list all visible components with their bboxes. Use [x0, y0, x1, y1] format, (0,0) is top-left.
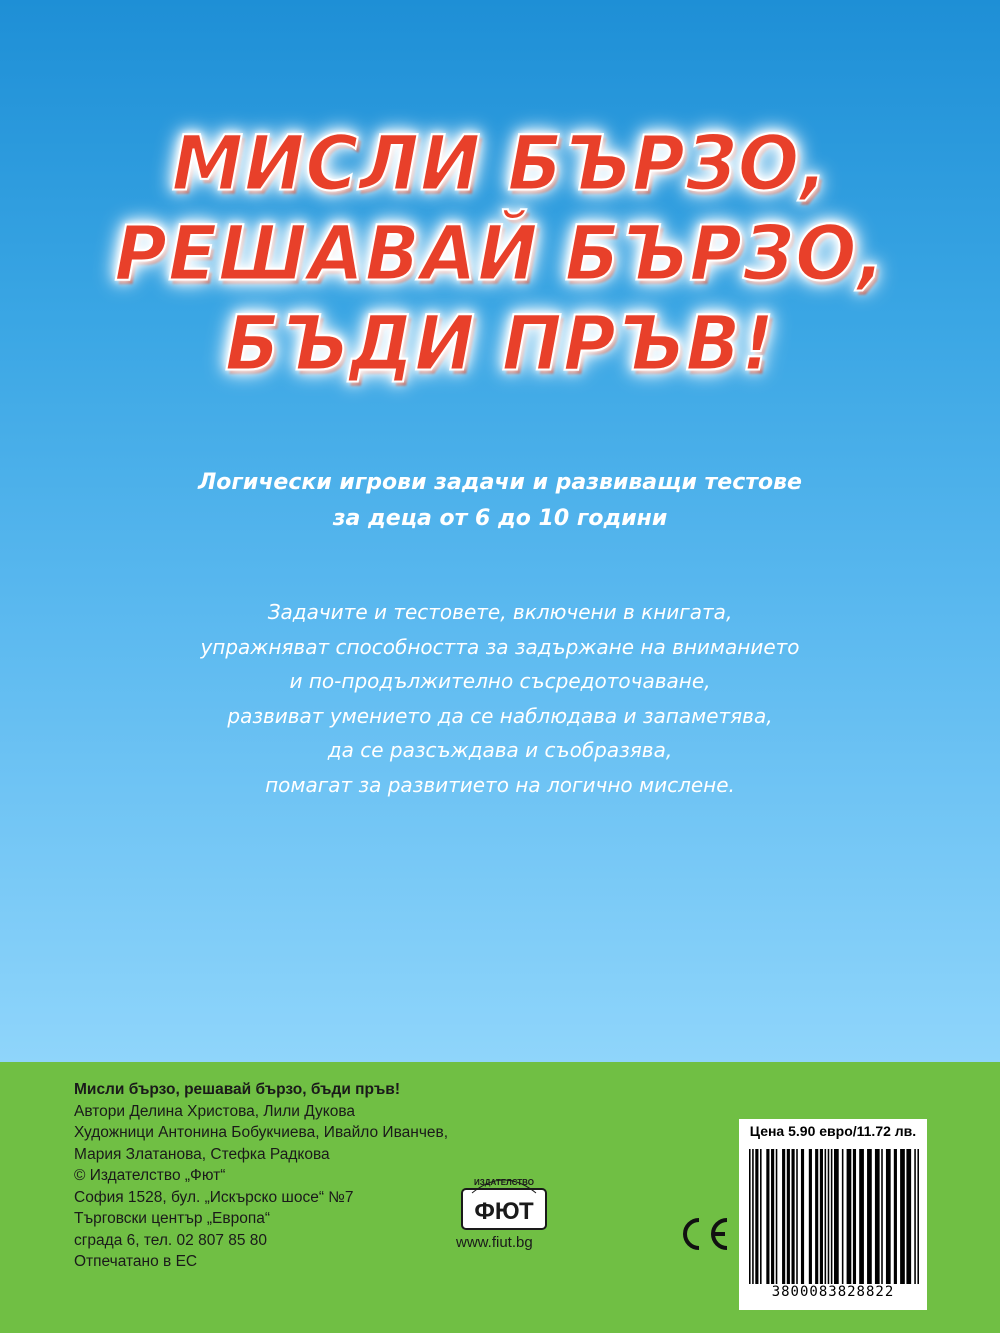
- description-line-2: упражняват способността за задържане на вниманието: [200, 634, 800, 659]
- title-line-2: РЕШАВАЙ БЪРЗО,: [114, 208, 886, 298]
- barcode-bar: [782, 1149, 785, 1284]
- barcode-bar: [760, 1149, 762, 1284]
- imprint-book-name: Мисли бързо, решавай бързо, бъди пръв!: [74, 1081, 400, 1098]
- book-subtitle: [0, 465, 1000, 537]
- description-line-4: развиват умението да се наблюдава и запаметява,: [227, 703, 773, 728]
- description-line-3: и по-продължително съсредоточаване,: [289, 669, 711, 693]
- barcode-bar: [853, 1149, 856, 1284]
- price-label: Цена 5.90 евро/11.72 лв.: [749, 1123, 917, 1139]
- barcode-bar: [766, 1149, 769, 1284]
- barcode-bar: [917, 1149, 919, 1284]
- barcode-bar: [867, 1149, 872, 1284]
- barcode-bar: [801, 1149, 804, 1284]
- imprint-footer: [0, 1062, 1000, 1333]
- barcode-bar: [894, 1149, 897, 1284]
- subtitle-line-2: за деца от 6 до 10 години: [332, 506, 668, 531]
- barcode-bar: [847, 1149, 852, 1284]
- barcode-bar: [749, 1149, 751, 1284]
- imprint-illustrators: Художници Антонина Бобукчиева, Ивайло Иванчев,: [74, 1124, 449, 1141]
- book-title: [0, 118, 1000, 388]
- barcode-bar: [792, 1149, 795, 1284]
- barcode-bar: [914, 1149, 916, 1284]
- barcode-bar: [796, 1149, 798, 1284]
- book-description: [0, 595, 1000, 802]
- barcode-bar: [859, 1149, 864, 1284]
- barcode-bar: [828, 1149, 830, 1284]
- barcode-number: 3800083828822: [771, 1284, 895, 1300]
- barcode-bar: [842, 1149, 844, 1284]
- imprint-printed: Отпечатано в ЕС: [74, 1253, 198, 1270]
- description-line-5: да се разсъждава и съобразява,: [327, 738, 673, 762]
- barcode-bar: [825, 1149, 827, 1284]
- description-line-6: помагат за развитието на логично мислене.: [265, 772, 735, 797]
- svg-text:ИЗДАТЕЛСТВО: ИЗДАТЕЛСТВО: [474, 1178, 534, 1187]
- barcode-bar: [886, 1149, 891, 1284]
- barcode-bar: [752, 1149, 754, 1284]
- barcode-bar: [831, 1149, 833, 1284]
- title-line-1: МИСЛИ БЪРЗО,: [171, 118, 829, 208]
- imprint-illustrators-cont: Мария Златанова, Стефка Радкова: [74, 1145, 330, 1163]
- barcode-bar: [820, 1149, 823, 1284]
- barcode-bar: [809, 1149, 812, 1284]
- imprint-block: [74, 1079, 448, 1273]
- barcode-bar: [771, 1149, 774, 1284]
- barcode-bar: [834, 1149, 839, 1284]
- imprint-phone: сграда 6, тел. 02 807 85 80: [74, 1231, 268, 1249]
- description-line-1: Задачите и тестовете, включени в книгата,: [267, 600, 733, 624]
- barcode-bar: [875, 1149, 880, 1284]
- subtitle-line-1: Логически игрови задачи и развиващи тестове: [198, 470, 802, 495]
- barcode-label: [739, 1119, 927, 1310]
- publisher-website[interactable]: www.fiut.bg: [456, 1234, 533, 1251]
- imprint-authors: Автори Делина Христова, Лили Дукова: [74, 1102, 356, 1120]
- ce-mark-icon: [675, 1214, 731, 1254]
- barcode-bar: [815, 1149, 818, 1284]
- barcode-bar: [755, 1149, 758, 1284]
- barcode-bar: [900, 1149, 905, 1284]
- publisher-logo-icon: [458, 1171, 550, 1231]
- imprint-copyright: © Издателство „Фют“: [74, 1167, 226, 1184]
- barcode-bar: [776, 1149, 778, 1284]
- imprint-trade-center: Търговски център „Европа“: [74, 1210, 271, 1227]
- barcode-bar: [787, 1149, 790, 1284]
- svg-text:ФЮТ: ФЮТ: [474, 1198, 534, 1225]
- barcode-bar: [881, 1149, 883, 1284]
- title-line-3: БЪДИ ПРЪВ!: [224, 298, 776, 388]
- imprint-address: София 1528, бул. „Искърско шосе“ №7: [74, 1188, 354, 1206]
- barcode-bar: [906, 1149, 911, 1284]
- barcode-icon: [749, 1149, 919, 1284]
